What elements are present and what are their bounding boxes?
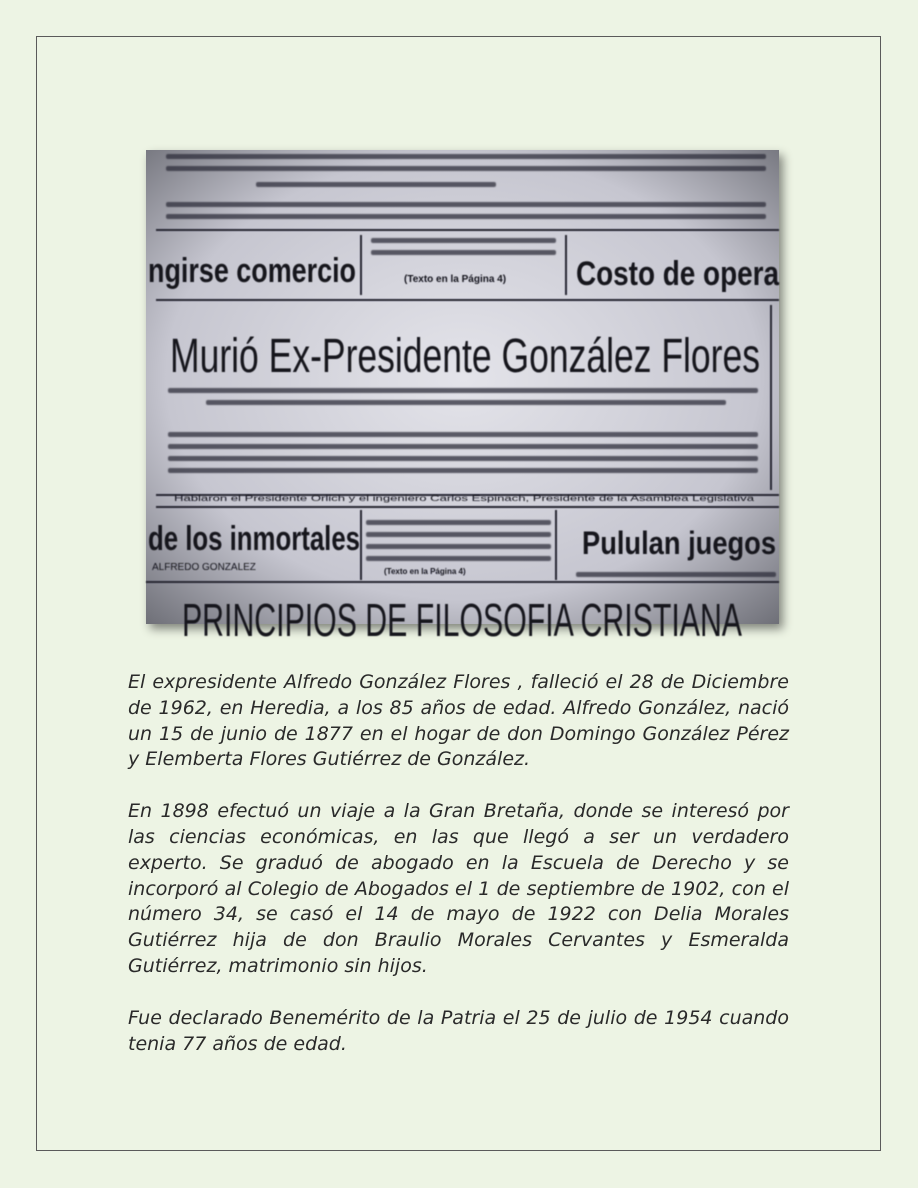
headline-right-1: Costo de opera (576, 255, 780, 293)
mid-box-top-ref: (Texto en la Página 4) (404, 274, 507, 285)
newspaper-clipping-photo (146, 150, 780, 646)
headline-left-2: de los inmortales (148, 520, 360, 558)
newspaper-clipping-image (146, 150, 780, 646)
byline: ALFREDO GONZALEZ (152, 562, 256, 573)
photo-caption-line: Hablaron el Presidente Orlich y el ingeniero Carlos Espinach, Presidente de la Asamblea Legislativa (174, 494, 755, 503)
headline-left-1: ngirse comercio (148, 252, 356, 290)
paragraph-2: En 1898 efectuó un viaje a la Gran Bretaña, donde se interesó por las ciencias económicas, en las que llegó a ser un verdadero experto. Se graduó de abogado en la Escuela de Derecho y se incorporó al Colegio de Abogados el 1 de septiembre de 1902, con el número 34, se casó el 14 de mayo de 1922 con Delia Morales Gutiérrez hija de don Braulio Morales Cervantes y Esmeralda Gutiérrez, matrimonio sin hijos. (128, 800, 789, 977)
headline-right-2: Pululan juegos (582, 525, 776, 561)
biography-text (128, 670, 789, 1083)
paragraph-1: El expresidente Alfredo González Flores , falleció el 28 de Diciembre de 1962, en Heredia, a los 85 años de edad. Alfredo González, nació un 15 de junio de 1877 en el hogar de don Domingo González Pérez y Elemberta Flores Gutiérrez de González. (128, 671, 789, 771)
paragraph-3: Fue declarado Benemérito de la Patria el 25 de julio de 1954 cuando tenia 77 años de edad. (128, 1006, 789, 1055)
mid-box-bottom-ref: (Texto en la Página 4) (384, 567, 466, 576)
main-headline: Murió Ex-Presidente González Flores (170, 330, 760, 383)
bottom-headline: PRINCIPIOS DE FILOSOFIA CRISTIANA (182, 594, 743, 646)
